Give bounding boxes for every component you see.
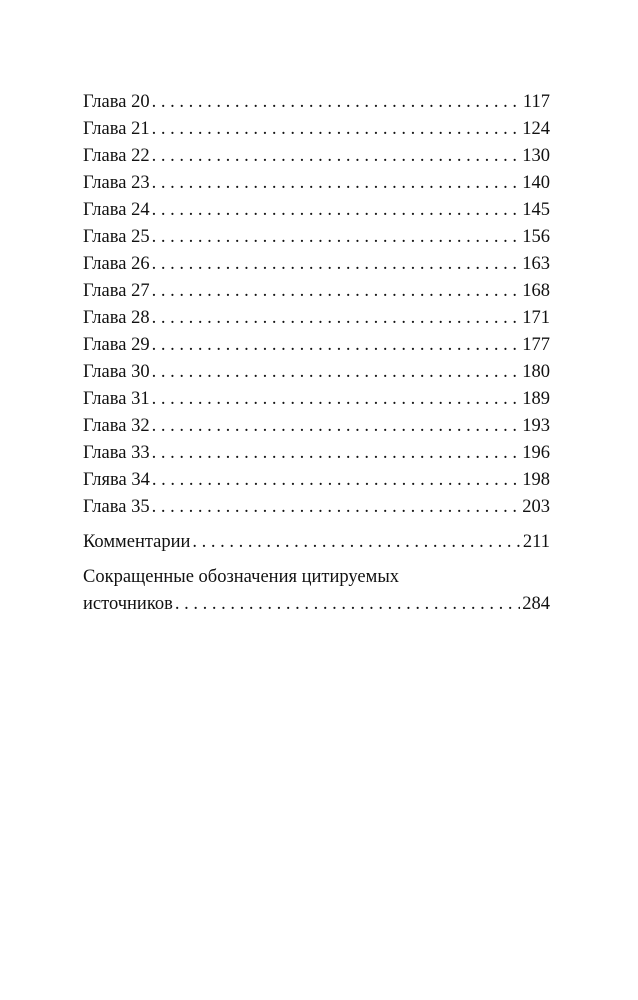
entry-page: 198	[522, 470, 550, 490]
entry-title: Глява 34	[83, 470, 150, 490]
entry-title-line2: источников	[83, 594, 173, 614]
entry-title: Комментарии	[83, 532, 191, 552]
entry-title: Глава 21	[83, 119, 150, 139]
toc-entry-chapter[interactable]	[83, 278, 550, 305]
toc-entry-chapter[interactable]	[83, 170, 550, 197]
dot-leader	[152, 197, 521, 224]
toc-entry-chapter[interactable]	[83, 359, 550, 386]
dot-leader	[152, 224, 521, 251]
dot-leader	[152, 251, 521, 278]
entry-title: Глава 20	[83, 92, 150, 112]
entry-page: 168	[522, 281, 550, 301]
entry-title: Глава 30	[83, 362, 150, 382]
entry-page: 171	[522, 308, 550, 328]
entry-title: Глава 32	[83, 416, 150, 436]
entry-page: 117	[522, 92, 550, 112]
dot-leader	[152, 386, 521, 413]
entry-title: Глава 35	[83, 497, 150, 517]
entry-title: Глава 26	[83, 254, 150, 274]
toc-entry-chapter[interactable]	[83, 116, 550, 143]
table-of-contents	[83, 89, 550, 618]
entry-title: Глава 31	[83, 389, 150, 409]
toc-entry-chapter[interactable]	[83, 251, 550, 278]
dot-leader	[152, 467, 520, 494]
entry-title: Глава 29	[83, 335, 150, 355]
entry-page: 180	[522, 362, 550, 382]
toc-entry-chapter[interactable]	[83, 89, 550, 116]
toc-entry-chapter[interactable]	[83, 413, 550, 440]
dot-leader	[152, 494, 521, 521]
toc-entry-abbreviations[interactable]	[83, 564, 550, 618]
entry-title: Глава 33	[83, 443, 150, 463]
dot-leader	[152, 143, 521, 170]
toc-entry-chapter[interactable]	[83, 197, 550, 224]
entry-page: 203	[522, 497, 550, 517]
dot-leader	[152, 89, 521, 116]
dot-leader	[152, 278, 521, 305]
toc-entry-chapter[interactable]	[83, 467, 550, 494]
dot-leader	[152, 332, 521, 359]
entry-title: Глава 27	[83, 281, 150, 301]
entry-title: Глава 23	[83, 173, 150, 193]
entry-page: 284	[522, 594, 550, 614]
chapter-list	[83, 89, 550, 521]
entry-title: Глава 28	[83, 308, 150, 328]
dot-leader	[152, 413, 521, 440]
entry-page: 177	[522, 335, 550, 355]
entry-page: 124	[522, 119, 550, 139]
dot-leader	[152, 440, 521, 467]
toc-entry-chapter[interactable]	[83, 440, 550, 467]
toc-entry-chapter[interactable]	[83, 224, 550, 251]
toc-entry-chapter[interactable]	[83, 386, 550, 413]
dot-leader	[152, 359, 521, 386]
dot-leader	[152, 170, 521, 197]
entry-title: Глава 24	[83, 200, 150, 220]
dot-leader	[175, 591, 520, 618]
toc-entry-comments[interactable]	[83, 529, 550, 556]
dot-leader	[152, 116, 521, 143]
dot-leader	[192, 529, 521, 556]
toc-entry-chapter[interactable]	[83, 332, 550, 359]
entry-page: 193	[522, 416, 550, 436]
entry-page: 211	[522, 532, 550, 552]
toc-entry-chapter[interactable]	[83, 494, 550, 521]
entry-page: 145	[522, 200, 550, 220]
entry-title-line1: Сокращенные обозначения цитируемых	[83, 567, 399, 587]
dot-leader	[152, 305, 521, 332]
entry-page: 189	[522, 389, 550, 409]
entry-page: 130	[522, 146, 550, 166]
toc-entry-chapter[interactable]	[83, 305, 550, 332]
toc-entry-chapter[interactable]	[83, 143, 550, 170]
entry-page: 156	[522, 227, 550, 247]
entry-page: 140	[522, 173, 550, 193]
entry-title: Глава 22	[83, 146, 150, 166]
entry-page: 196	[522, 443, 550, 463]
entry-page: 163	[522, 254, 550, 274]
entry-title: Глава 25	[83, 227, 150, 247]
